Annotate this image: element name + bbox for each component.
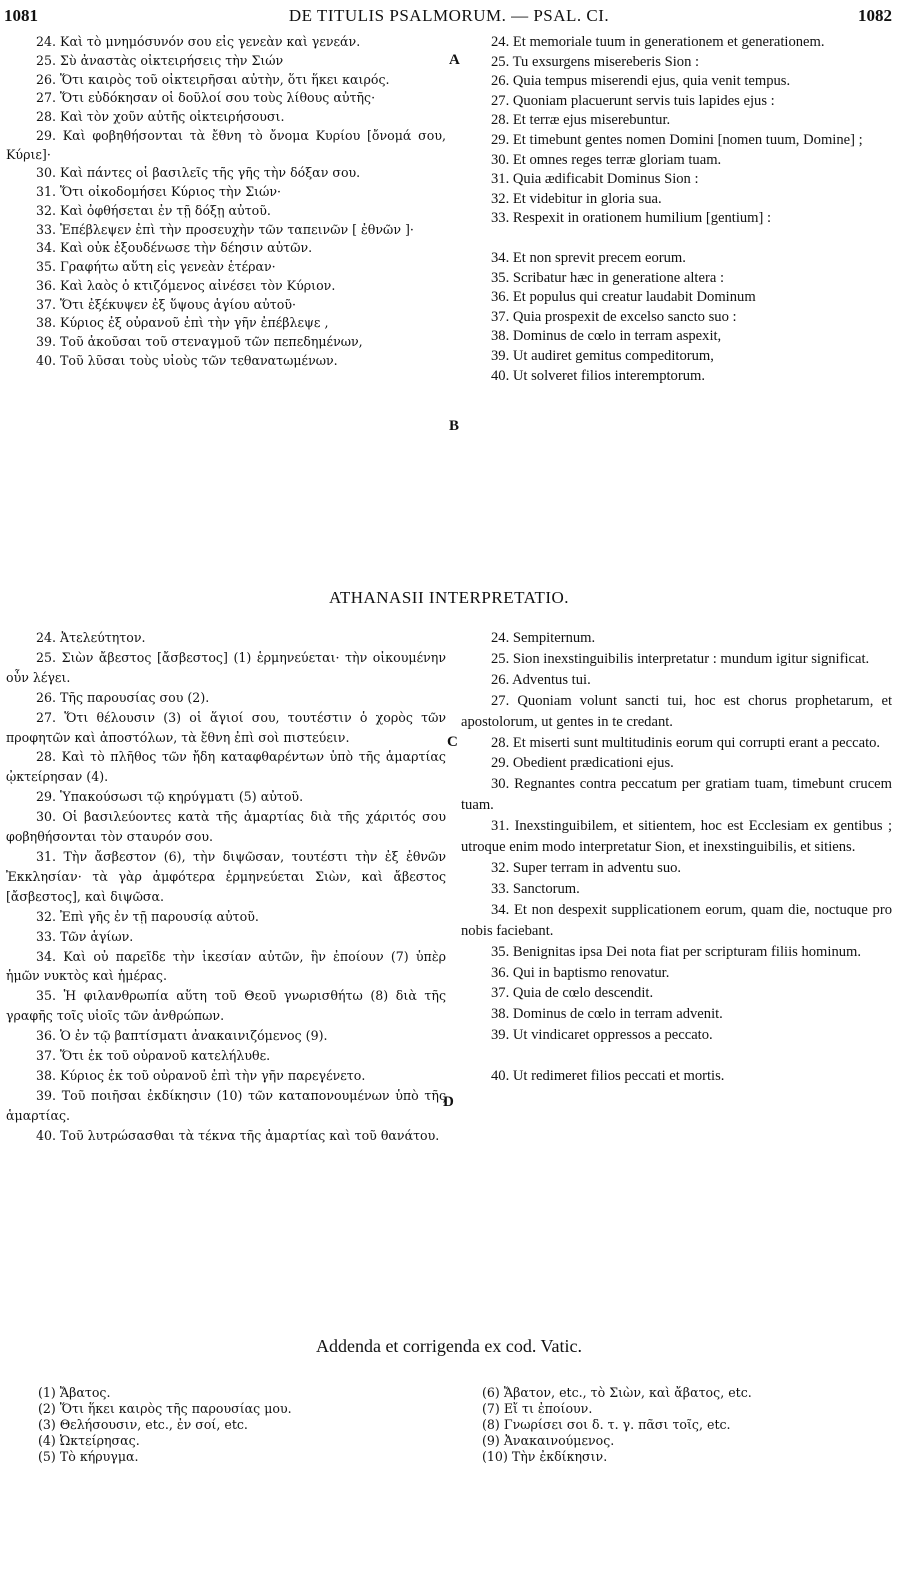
interpretation-greek-column [6, 628, 446, 1146]
verse: 27. Quoniam volunt sancti tui, hoc est chorus prophetarum, et apostolorum, ut gentes in te credant. [461, 692, 892, 730]
verse: 34. Et non despexit supplicationem eorum, quam die, noctuque pro nobis faciebant. [461, 901, 892, 939]
verse: 36. Ὁ ἐν τῷ βαπτίσματι ἀνακαινιζόμενος (9). [36, 1028, 328, 1044]
verse: 32. Et videbitur in gloria sua. [491, 190, 662, 207]
verse: 37. Quia de cœlo descendit. [491, 985, 654, 1002]
verse: 31. Quia ædificabit Dominus Sion : [491, 171, 699, 188]
verse: 32. Super terram in adventu suo. [491, 859, 682, 876]
verse: 31. Τὴν ἄσβεστον (6), τὴν διψῶσαν, τουτέστι τὴν ἐξ ἐθνῶν Ἐκκλησίαν· τὰ γὰρ ἀμφότερα ἑρμηνεύεται Σιὼν, καὶ ἄβεστος [ἄσβεστος], καὶ διψῶσα. [6, 848, 446, 904]
verse: 31. Inexstinguibilem, et sitientem, hoc est Ecclesiam ex gentibus ; utroque enim modo interpretatur Sion, et inexstinguibilis, et sitiens. [461, 818, 892, 856]
running-header [0, 6, 898, 32]
verse: 28. Καὶ τὸ πλῆθος τῶν ἤδη καταφθαρέντων ὑπὸ τῆς ἁμαρτίας ᾠκτείρησαν (4). [6, 749, 446, 785]
margin-letter-a: A [449, 52, 460, 68]
note: (2) Ὅτι ἥκει καιρὸς τῆς παρουσίας μου. [38, 1401, 292, 1416]
verse: 29. Et timebunt gentes nomen Domini [nomen tuum, Domine] ; [491, 131, 863, 148]
verse: 30. Οἱ βασιλεύοντες κατὰ τῆς ἁμαρτίας διὰ τῆς χάριτός σου φοβηθήσονται τὸν σταυρόν σου. [6, 809, 446, 845]
note: (10) Τὴν ἐκδίκησιν. [482, 1449, 608, 1464]
verse: 39. Ut vindicaret oppressos a peccato. [491, 1027, 713, 1044]
spacer [461, 1046, 892, 1066]
verse: 25. Σιὼν ἄβεστος [ἄσβεστος] (1) ἑρμηνεύεται· τὴν οἰκουμένην οὖν λέγει. [6, 649, 446, 685]
verse: 30. Regnantes contra peccatum per gratiam tuam, timebunt crucem tuam. [461, 776, 892, 814]
verse: 33. Τῶν ἁγίων. [36, 928, 134, 944]
verse: 29. Obedient prædicationi ejus. [491, 755, 674, 772]
note: (1) Ἄβατος. [38, 1385, 111, 1400]
psalm-block [0, 33, 898, 573]
verse: 38. Dominus de cœlo in terram aspexit, [491, 328, 722, 345]
verse: 25. Σὺ ἀναστὰς οἰκτειρήσεις τὴν Σιών [36, 52, 284, 68]
verse: 40. Τοῦ λῦσαι τοὺς υἱοὺς τῶν τεθανατωμένων. [36, 352, 338, 368]
verse: 26. Quia tempus miserendi ejus, quia venit tempus. [491, 73, 791, 90]
page-number-right: 1082 [858, 6, 892, 25]
verse: 40. Ut redimeret filios peccati et mortis. [491, 1068, 725, 1085]
verse: 32. Καὶ ὀφθήσεται ἐν τῇ δόξῃ αὐτοῦ. [36, 202, 271, 218]
note: (7) Εἴ τι ἐποίουν. [482, 1401, 593, 1416]
verse: 35. Ἡ φιλανθρωπία αὕτη τοῦ Θεοῦ γνωρισθήτω (8) διὰ τῆς γραφῆς τοῖς υἱοῖς τῶν ἀνθρώπων. [6, 988, 446, 1024]
verse: 34. Καὶ οὐκ ἐξουδένωσε τὴν δέησιν αὐτῶν. [36, 240, 313, 256]
verse: 30. Καὶ πάντες οἱ βασιλεῖς τῆς γῆς τὴν δόξαν σου. [36, 165, 361, 181]
margin-letter-b: B [449, 418, 460, 434]
verse: 35. Benignitas ipsa Dei nota fiat per scripturam filiis hominum. [491, 943, 862, 960]
verse: 26. Τῆς παρουσίας σου (2). [36, 689, 210, 705]
verse: 37. Ὅτι ἐξέκυψεν ἐξ ὕψους ἁγίου αὐτοῦ· [36, 296, 296, 312]
verse: 26. Ὅτι καιρὸς τοῦ οἰκτειρῆσαι αὐτὴν, ὅτι ἥκει καιρός. [36, 71, 390, 87]
verse: 26. Adventus tui. [491, 671, 591, 688]
verse: 34. Et non sprevit precem eorum. [491, 249, 686, 266]
margin-letter-c: C [447, 734, 458, 750]
page-number-left: 1081 [4, 6, 38, 25]
note: (5) Τὸ κήρυγμα. [38, 1449, 139, 1464]
verse: 25. Sion inexstinguibilis interpretatur : mundum igitur significat. [491, 650, 870, 667]
verse: 40. Ut solveret filios interemptorum. [491, 367, 706, 384]
interpretation-latin-column [461, 628, 892, 1087]
verse: 37. Ὅτι ἐκ τοῦ οὐρανοῦ κατελήλυθε. [36, 1048, 271, 1064]
verse: 40. Τοῦ λυτρώσασθαι τὰ τέκνα τῆς ἁμαρτίας καὶ τοῦ θανάτου. [36, 1127, 440, 1143]
verse: 31. Ὅτι οἰκοδομήσει Κύριος τὴν Σιών· [36, 184, 281, 199]
note: (9) Ἀνακαινούμενος. [482, 1433, 615, 1448]
verse: 29. Καὶ φοβηθήσονται τὰ ἔθνη τὸ ὄνομα Κυρίου [ὄνομά σου, Κύριε]· [6, 127, 446, 162]
verse: 27. Ὅτι θέλουσιν (3) οἱ ἅγιοί σου, τουτέστιν ὁ χορὸς τῶν προφητῶν καὶ ἀποστόλων, τὰ ἔθνη ἐπὶ σοὶ πιστεύειν. [6, 709, 446, 745]
psalm-greek-column [6, 33, 446, 371]
verse: 32. Ἐπὶ γῆς ἐν τῇ παρουσίᾳ αὐτοῦ. [36, 908, 259, 924]
verse: 24. Et memoriale tuum in generationem et generationem. [491, 34, 825, 50]
verse: 27. Ὅτι εὐδόκησαν οἱ δοῦλοί σου τοὺς λίθους αὐτῆς· [36, 90, 376, 106]
verse: 24. Sempiternum. [491, 630, 596, 646]
note: (6) Ἄβατον, etc., τὸ Σιὼν, καὶ ἄβατος, etc. [482, 1385, 752, 1400]
verse: 37. Quia prospexit de excelso sancto suo : [491, 308, 737, 325]
verse: 28. Et terræ ejus miserebuntur. [491, 112, 671, 129]
verse: 24. Ἀτελεύτητον. [36, 630, 146, 645]
verse: 36. Et populus qui creatur laudabit Dominum [491, 289, 756, 306]
section-title: ATHANASII INTERPRETATIO. [328, 588, 570, 607]
verse: 33. Sanctorum. [491, 880, 580, 897]
interpretation-block [0, 628, 898, 1318]
verse: 35. Scribatur hæc in generatione altera : [491, 269, 725, 286]
verse: 38. Dominus de cœlo in terram advenit. [491, 1006, 723, 1023]
verse: 38. Κύριος ἐξ οὐρανοῦ ἐπὶ τὴν γῆν ἐπέβλεψε , [36, 315, 329, 331]
spacer [461, 229, 892, 249]
verse: 30. Et omnes reges terræ gloriam tuam. [491, 151, 722, 168]
verse: 25. Tu exsurgens misereberis Sion : [491, 53, 700, 70]
verse: 27. Quoniam placuerunt servis tuis lapides ejus : [491, 92, 775, 109]
verse: 39. Ut audiret gemitus compeditorum, [491, 347, 714, 364]
addenda-title: Addenda et corrigenda ex cod. Vatic. [315, 1336, 583, 1356]
verse: 29. Ὑπακούσωσι τῷ κηρύγματι (5) αὐτοῦ. [36, 789, 304, 805]
note: (8) Γνωρίσει σοι δ. τ. γ. πᾶσι τοῖς, etc. [482, 1417, 731, 1432]
notes-right [482, 1385, 892, 1465]
running-title: DE TITULIS PSALMORUM. — PSAL. CI. [288, 6, 610, 25]
note: (4) Ὠκτείρησας. [38, 1433, 140, 1448]
verse: 28. Καὶ τὸν χοῦν αὐτῆς οἰκτειρήσουσι. [36, 109, 285, 124]
verse: 39. Τοῦ ποιῆσαι ἐκδίκησιν (10) τῶν καταπονουμένων ὑπὸ τῆς ἁμαρτίας. [6, 1087, 446, 1123]
verse: 35. Γραφήτω αὕτη εἰς γενεὰν ἑτέραν· [36, 259, 276, 274]
note: (3) Θελήσουσιν, etc., ἐν σοί, etc. [38, 1417, 248, 1432]
verse: 36. Καὶ λαὸς ὁ κτιζόμενος αἰνέσει τὸν Κύριον. [36, 277, 336, 293]
verse: 39. Τοῦ ἀκοῦσαι τοῦ στεναγμοῦ τῶν πεπεδημένων, [36, 334, 363, 349]
verse: 28. Et miserti sunt multitudinis eorum qui corrupti erant a peccato. [491, 734, 881, 751]
notes-left [38, 1385, 458, 1465]
verse: 24. Καὶ τὸ μνημόσυνόν σου εἰς γενεὰν καὶ γενεάν. [36, 34, 361, 49]
verse: 33. Respexit in orationem humilium [gentium] : [491, 210, 772, 227]
verse: 34. Καὶ οὐ παρεῖδε τὴν ἱκεσίαν αὐτῶν, ἣν ἐποίουν (7) ὑπὲρ ἡμῶν νυκτὸς καὶ ἡμέρας. [6, 948, 446, 984]
verse: 36. Qui in baptismo renovatur. [491, 964, 670, 981]
margin-letter-d: D [443, 1094, 454, 1110]
verse: 33. Ἐπέβλεψεν ἐπὶ τὴν προσευχὴν τῶν ταπεινῶν [ ἐθνῶν ]· [36, 221, 414, 237]
verse: 38. Κύριος ἐκ τοῦ οὐρανοῦ ἐπὶ τὴν γῆν παρεγένετο. [36, 1067, 366, 1083]
psalm-latin-column [461, 33, 892, 386]
